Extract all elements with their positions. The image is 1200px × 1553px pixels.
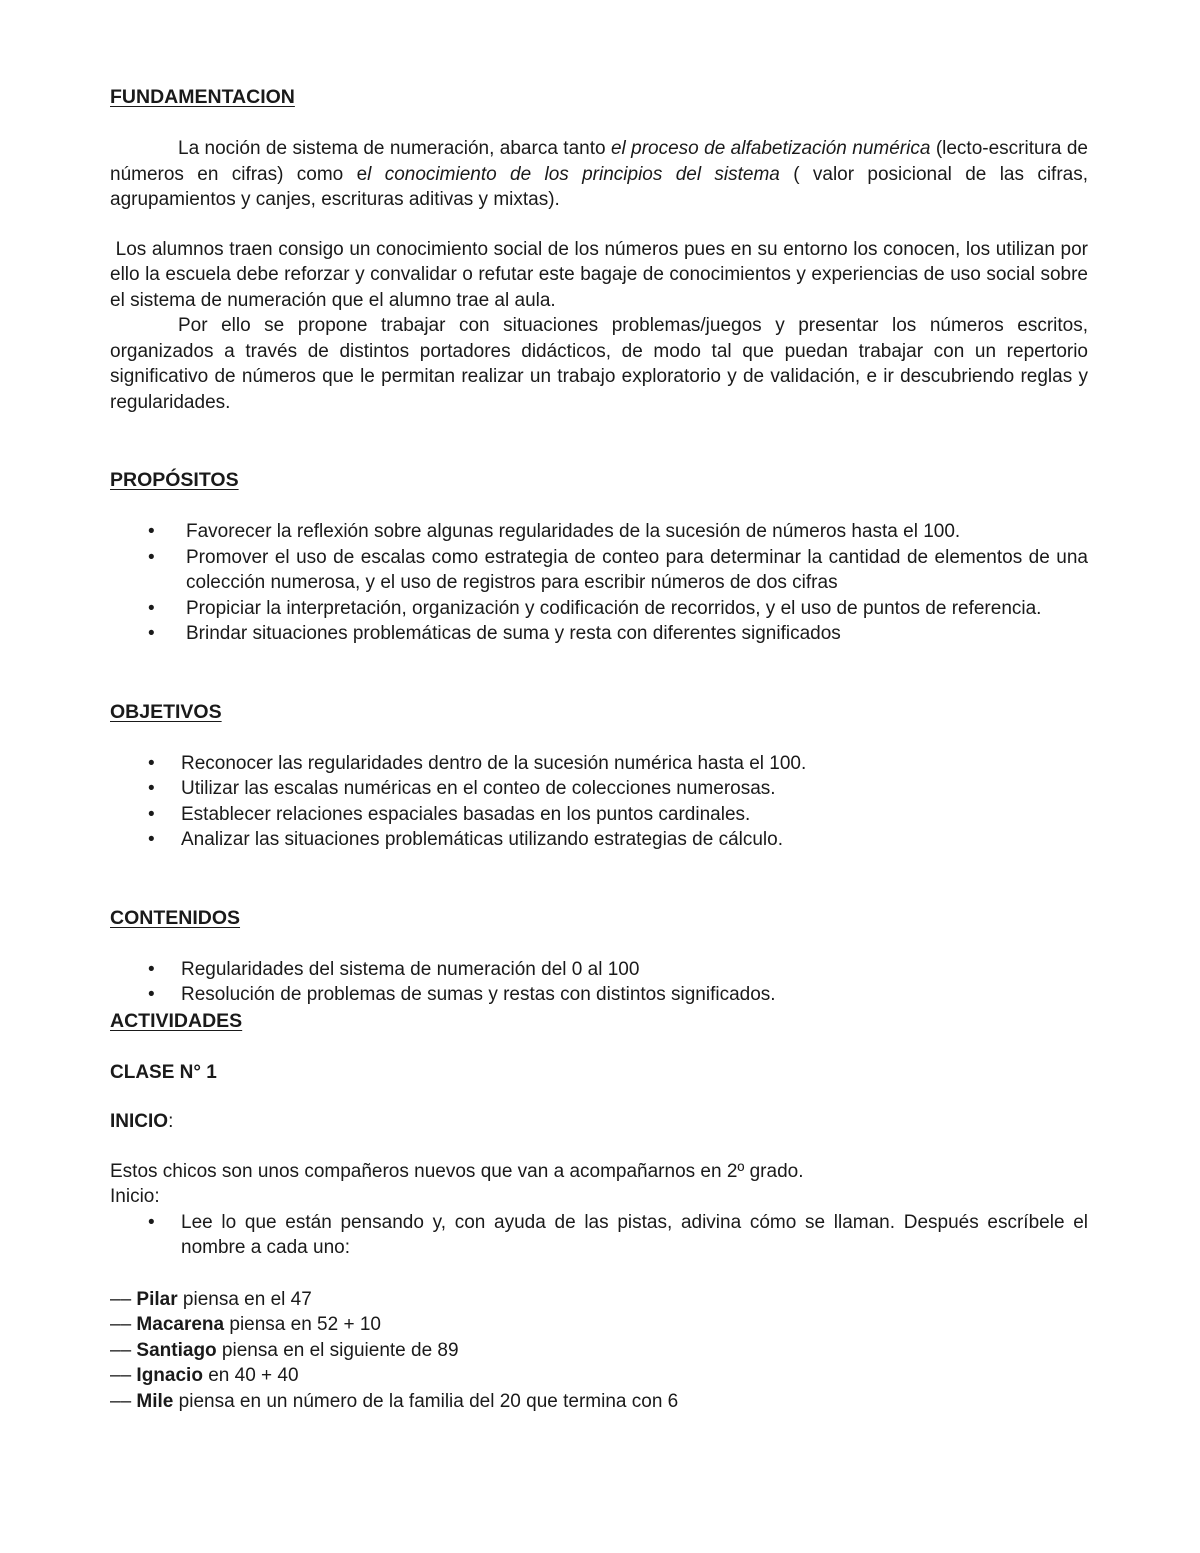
fundamentacion-paragraph-3: Por ello se propone trabajar con situaciones problemas/juegos y presentar los números escritos, organizados a través de distintos portadores didácticos, de modo tal que puedan trabajar con un repertorio significativo de números que le permitan realizar un trabajo exploratorio y de validación, e ir descubriendo reglas y regularidades. (110, 315, 1088, 413)
bullet-icon: • (148, 521, 155, 542)
bullet-icon: • (148, 829, 155, 850)
bullet-icon: • (148, 1211, 155, 1233)
clues-list (110, 1287, 1088, 1415)
bullet-icon: • (148, 778, 155, 799)
list-item: • Reconocer las regularidades dentro de la sucesión numérica hasta el 100. (110, 751, 1088, 777)
task-list (110, 1210, 1088, 1261)
heading-contenidos: CONTENIDOS (110, 906, 241, 929)
bullet-icon: • (148, 958, 155, 980)
fundamentacion-paragraph-2: Los alumnos traen consigo un conocimiento social de los números pues en su entorno los conocen, los utilizan por ello la escuela debe reforzar y convalidar o refutar este bagaje de conocimientos y experiencias de uso social sobre el sistema de numeración que el alumno trae al aula. (110, 238, 1094, 311)
list-item: • Regularidades del sistema de numeración del 0 al 100 (110, 957, 1088, 983)
clue-line: –– Macarena piensa en 52 + 10 (110, 1314, 381, 1335)
bullet-icon: • (148, 546, 155, 568)
fundamentacion-paragraph-1: La noción de sistema de numeración, abarca tanto el proceso de alfabetización numérica (lecto-escritura de números en cifras) como el conocimiento de los principios del sistema ( valor posicional de las cifras, agrupamientos y canjes, escrituras aditivas y mixtas). (110, 138, 1089, 210)
list-item: • Utilizar las escalas numéricas en el conteo de colecciones numerosas. (110, 776, 1088, 802)
intro-text: Estos chicos son unos compañeros nuevos que van a acompañarnos en 2º grado. (110, 1160, 804, 1182)
list-item: • Favorecer la reflexión sobre algunas regularidades de la sucesión de números hasta el 100. (110, 519, 1088, 545)
inicio-text: Inicio: (110, 1186, 160, 1207)
list-item: • Resolución de problemas de sumas y restas con distintos significados. (110, 982, 1088, 1008)
clue-line: –– Santiago piensa en el siguiente de 89 (110, 1339, 459, 1361)
list-item: • Brindar situaciones problemáticas de suma y resta con diferentes significados (110, 621, 1088, 647)
clue-line: –– Ignacio en 40 + 40 (110, 1365, 299, 1386)
clue-line: –– Pilar piensa en el 47 (110, 1288, 312, 1310)
list-item: • Promover el uso de escalas como estrategia de conteo para determinar la cantidad de elementos de una colección numerosa, y el uso de registros para escribir números de dos cifras (148, 546, 1088, 593)
bullet-icon: • (148, 984, 155, 1005)
list-item: • Lee lo que están pensando y, con ayuda de las pistas, adivina cómo se llaman. Después escríbele el nombre a cada uno: (148, 1211, 1088, 1258)
heading-objetivos: OBJETIVOS (110, 700, 222, 723)
list-item: • Analizar las situaciones problemáticas utilizando estrategias de cálculo. (110, 827, 1088, 853)
list-item: • Propiciar la interpretación, organización y codificación de recorridos, y el uso de puntos de referencia. (110, 596, 1088, 622)
list-item: • Establecer relaciones espaciales basadas en los puntos cardinales. (110, 802, 1088, 828)
clase-title: CLASE N° 1 (110, 1061, 217, 1083)
inicio-label: INICIO: (110, 1111, 174, 1132)
document-page (110, 84, 1094, 1414)
contenidos-list (110, 957, 1088, 1008)
bullet-icon: • (148, 803, 155, 825)
propositos-list (110, 519, 1088, 647)
bullet-icon: • (148, 623, 155, 644)
bullet-icon: • (148, 597, 155, 619)
heading-actividades: ACTIVIDADES (110, 1009, 243, 1032)
heading-propositos: PROPÓSITOS (110, 469, 239, 491)
objetivos-list (110, 751, 1088, 853)
clue-line: –– Mile piensa en un número de la familia del 20 que termina con 6 (110, 1390, 679, 1412)
bullet-icon: • (148, 752, 155, 774)
heading-fundamentacion: FUNDAMENTACION (110, 86, 295, 108)
